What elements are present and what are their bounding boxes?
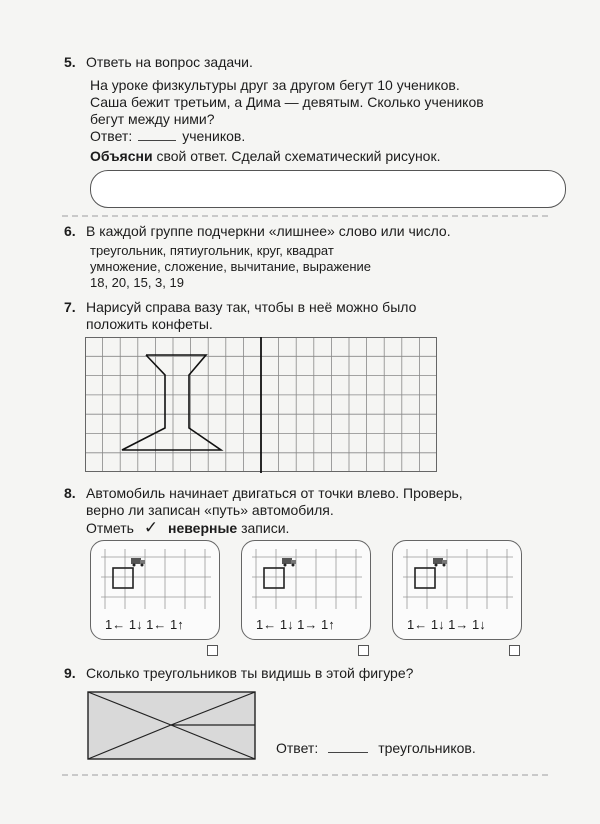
vase-half-shape bbox=[122, 355, 221, 450]
vase-grid[interactable] bbox=[85, 337, 438, 473]
triangles-figure bbox=[87, 691, 257, 761]
check-icon: ✓ bbox=[143, 518, 159, 537]
answer-suffix: треугольников. bbox=[378, 740, 476, 756]
task-6-number: 6. bbox=[64, 223, 76, 239]
explain-bold: Объясни bbox=[90, 148, 153, 164]
path-card-2 bbox=[241, 540, 371, 640]
checkbox-path-3[interactable] bbox=[509, 645, 520, 656]
task-7-text-line-2: положить конфеты. bbox=[86, 316, 213, 332]
divider bbox=[62, 215, 548, 217]
path-label-3: 1← 1↓ 1→ 1↓ bbox=[407, 617, 486, 632]
task-8-text-line-1: Автомобиль начинает двигаться от точки влево. Проверь, bbox=[86, 485, 463, 501]
task-5-text-line-1: На уроке физкультуры друг за другом бегут 10 учеников. bbox=[90, 77, 460, 93]
task-6-group-2[interactable]: умножение, сложение, вычитание, выражение bbox=[90, 259, 372, 274]
task-7-text-line-1: Нарисуй справа вазу так, чтобы в неё можно было bbox=[86, 299, 417, 315]
answer-blank[interactable] bbox=[328, 740, 368, 753]
task-7-number: 7. bbox=[64, 299, 76, 315]
path-label-2: 1← 1↓ 1→ 1↑ bbox=[256, 617, 335, 632]
task-6-group-3[interactable]: 18, 20, 15, 3, 19 bbox=[90, 275, 184, 290]
divider-bottom bbox=[62, 774, 548, 776]
task-6-group-1[interactable]: треугольник, пятиугольник, круг, квадрат bbox=[90, 243, 334, 258]
mark-prefix: Отметь bbox=[86, 520, 134, 536]
task-9-answer-line bbox=[276, 739, 476, 757]
mark-bold: неверные bbox=[168, 520, 238, 536]
path-card-3 bbox=[392, 540, 522, 640]
task-8-text-line-2: верно ли записан «путь» автомобиля. bbox=[86, 502, 334, 518]
task-9-question: Сколько треугольников ты видишь в этой фигуре? bbox=[86, 665, 414, 681]
checkbox-path-1[interactable] bbox=[207, 645, 218, 656]
path-card-1 bbox=[90, 540, 220, 640]
answer-blank[interactable] bbox=[138, 128, 176, 141]
path-label-1: 1← 1↓ 1← 1↑ bbox=[105, 617, 184, 632]
task-5-answer-line bbox=[90, 127, 245, 145]
truck-icon bbox=[131, 558, 145, 567]
task-5-text-line-3: бегут между ними? bbox=[90, 111, 215, 127]
task-5-text-line-2: Саша бежит третьим, а Дима — девятым. Сколько учеников bbox=[90, 94, 484, 110]
task-9-number: 9. bbox=[64, 665, 76, 681]
truck-icon bbox=[282, 558, 296, 567]
answer-suffix: учеников. bbox=[182, 128, 246, 144]
checkbox-path-2[interactable] bbox=[358, 645, 369, 656]
explain-rest: свой ответ. Сделай схематический рисунок. bbox=[156, 148, 441, 164]
task-5-number: 5. bbox=[64, 54, 76, 70]
task-8-number: 8. bbox=[64, 485, 76, 501]
answer-prefix: Ответ: bbox=[90, 128, 133, 144]
task-5-explain bbox=[90, 147, 440, 165]
task-8-instruction bbox=[86, 519, 289, 537]
mark-suffix: записи. bbox=[241, 520, 290, 536]
truck-icon bbox=[433, 558, 447, 567]
task-6-question: В каждой группе подчеркни «лишнее» слово или число. bbox=[86, 223, 451, 239]
task-5-answer-box[interactable] bbox=[90, 170, 566, 208]
task-5-question: Ответь на вопрос задачи. bbox=[86, 54, 253, 70]
answer-prefix: Ответ: bbox=[276, 740, 319, 756]
